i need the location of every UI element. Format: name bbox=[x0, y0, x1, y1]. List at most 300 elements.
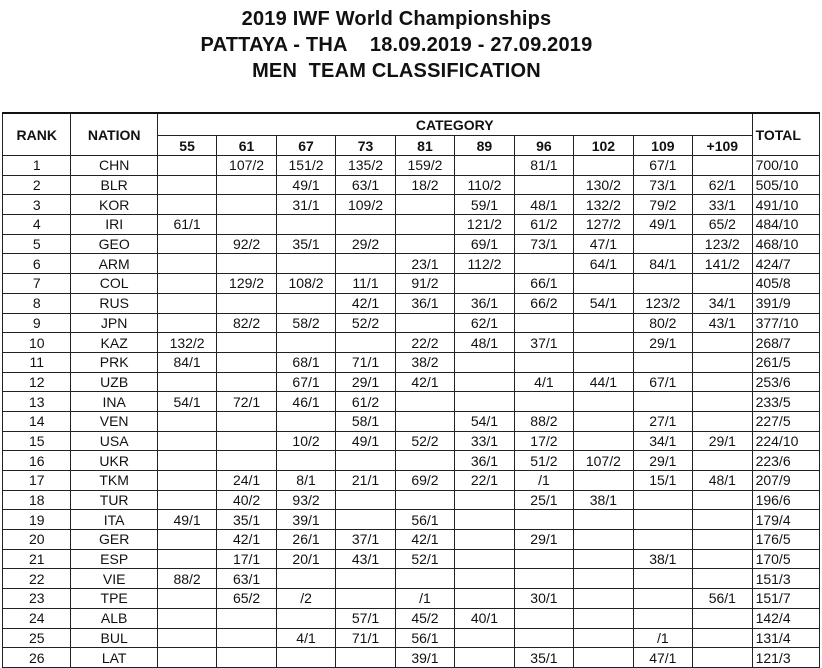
category-result-cell bbox=[157, 628, 216, 648]
category-result-cell bbox=[395, 569, 454, 589]
nation-cell: ARM bbox=[71, 254, 157, 274]
category-result-cell bbox=[157, 313, 216, 333]
category-result-cell bbox=[693, 451, 753, 471]
category-result-cell bbox=[693, 274, 753, 294]
category-result-cell bbox=[514, 392, 573, 412]
category-result-cell bbox=[157, 530, 216, 550]
category-result-cell bbox=[574, 156, 633, 176]
category-result-cell bbox=[693, 549, 753, 569]
total-cell: 253/6 bbox=[752, 372, 819, 392]
nation-cell: KOR bbox=[71, 195, 157, 215]
rank-cell: 20 bbox=[3, 530, 71, 550]
total-cell: 223/6 bbox=[752, 451, 819, 471]
category-result-cell: 35/1 bbox=[276, 234, 335, 254]
nation-cell: TPE bbox=[71, 589, 157, 609]
category-result-cell: 36/1 bbox=[455, 451, 514, 471]
table-row bbox=[3, 648, 820, 668]
category-result-cell bbox=[217, 333, 276, 353]
category-result-cell: 82/2 bbox=[217, 313, 276, 333]
category-result-cell: /1 bbox=[395, 589, 454, 609]
category-result-cell: 67/1 bbox=[633, 156, 692, 176]
category-result-cell bbox=[217, 431, 276, 451]
document-header bbox=[0, 6, 793, 84]
category-result-cell bbox=[455, 530, 514, 550]
nation-cell: JPN bbox=[71, 313, 157, 333]
total-cell: 424/7 bbox=[752, 254, 819, 274]
rank-cell: 18 bbox=[3, 490, 71, 510]
table-row bbox=[3, 293, 820, 313]
rank-cell: 1 bbox=[3, 156, 71, 176]
category-result-cell: 71/1 bbox=[336, 352, 395, 372]
table-row bbox=[3, 471, 820, 491]
total-cell: 142/4 bbox=[752, 608, 819, 628]
total-cell: 268/7 bbox=[752, 333, 819, 353]
category-result-cell: 109/2 bbox=[336, 195, 395, 215]
category-result-cell bbox=[693, 372, 753, 392]
category-result-cell bbox=[157, 274, 216, 294]
total-cell: 484/10 bbox=[752, 215, 819, 235]
category-result-cell bbox=[574, 510, 633, 530]
category-result-cell: 81/1 bbox=[514, 156, 573, 176]
rank-cell: 4 bbox=[3, 215, 71, 235]
category-result-cell bbox=[217, 451, 276, 471]
category-result-cell: 112/2 bbox=[455, 254, 514, 274]
category-result-cell bbox=[693, 608, 753, 628]
category-result-cell bbox=[633, 274, 692, 294]
category-result-cell: /1 bbox=[633, 628, 692, 648]
category-result-cell bbox=[514, 569, 573, 589]
category-result-cell: 38/1 bbox=[574, 490, 633, 510]
category-result-cell: 42/1 bbox=[395, 372, 454, 392]
category-result-cell bbox=[574, 352, 633, 372]
category-result-cell: 29/1 bbox=[693, 431, 753, 451]
category-result-cell bbox=[395, 411, 454, 431]
category-result-cell bbox=[633, 530, 692, 550]
nation-cell: CHN bbox=[71, 156, 157, 176]
category-result-cell bbox=[693, 490, 753, 510]
category-result-cell: 123/2 bbox=[693, 234, 753, 254]
category-result-cell: 38/1 bbox=[633, 549, 692, 569]
category-result-cell: 57/1 bbox=[336, 608, 395, 628]
category-result-cell: /1 bbox=[514, 471, 573, 491]
category-result-cell bbox=[157, 195, 216, 215]
category-result-cell: 26/1 bbox=[276, 530, 335, 550]
category-result-cell bbox=[514, 510, 573, 530]
category-result-cell: 36/1 bbox=[455, 293, 514, 313]
rank-cell: 10 bbox=[3, 333, 71, 353]
category-result-cell bbox=[217, 411, 276, 431]
category-result-cell bbox=[574, 333, 633, 353]
category-result-cell: 47/1 bbox=[633, 648, 692, 668]
category-result-cell: 93/2 bbox=[276, 490, 335, 510]
total-cell: 491/10 bbox=[752, 195, 819, 215]
rank-cell: 21 bbox=[3, 549, 71, 569]
nation-cell: PRK bbox=[71, 352, 157, 372]
nation-cell: TKM bbox=[71, 471, 157, 491]
category-result-cell: 27/1 bbox=[633, 411, 692, 431]
category-result-cell: 121/2 bbox=[455, 215, 514, 235]
category-result-cell: 17/2 bbox=[514, 431, 573, 451]
table-row bbox=[3, 195, 820, 215]
nation-cell: UKR bbox=[71, 451, 157, 471]
category-result-cell: 35/1 bbox=[514, 648, 573, 668]
category-result-cell: 22/2 bbox=[395, 333, 454, 353]
rank-cell: 25 bbox=[3, 628, 71, 648]
category-result-cell: 20/1 bbox=[276, 549, 335, 569]
category-result-cell bbox=[574, 471, 633, 491]
category-col-header: 96 bbox=[514, 136, 573, 156]
category-result-cell: 127/2 bbox=[574, 215, 633, 235]
category-result-cell: 17/1 bbox=[217, 549, 276, 569]
table-row bbox=[3, 313, 820, 333]
rank-cell: 9 bbox=[3, 313, 71, 333]
classification-title: MEN TEAM CLASSIFICATION bbox=[252, 60, 541, 82]
table-row bbox=[3, 431, 820, 451]
rank-cell: 6 bbox=[3, 254, 71, 274]
category-result-cell: 64/1 bbox=[574, 254, 633, 274]
category-result-cell bbox=[633, 510, 692, 530]
category-col-header: 67 bbox=[276, 136, 335, 156]
category-result-cell bbox=[217, 195, 276, 215]
category-result-cell bbox=[157, 471, 216, 491]
category-result-cell bbox=[217, 175, 276, 195]
table-row bbox=[3, 274, 820, 294]
category-result-cell bbox=[514, 313, 573, 333]
category-result-cell bbox=[157, 549, 216, 569]
total-header: TOTAL bbox=[752, 113, 819, 156]
category-result-cell bbox=[455, 372, 514, 392]
category-result-cell: 66/2 bbox=[514, 293, 573, 313]
table-row bbox=[3, 254, 820, 274]
category-result-cell bbox=[336, 451, 395, 471]
category-result-cell bbox=[514, 175, 573, 195]
category-result-cell: 23/1 bbox=[395, 254, 454, 274]
category-result-cell: 49/1 bbox=[157, 510, 216, 530]
category-result-cell bbox=[574, 411, 633, 431]
category-result-cell: 123/2 bbox=[633, 293, 692, 313]
category-result-cell bbox=[455, 156, 514, 176]
category-result-cell bbox=[574, 628, 633, 648]
category-result-cell bbox=[455, 510, 514, 530]
category-result-cell: 63/1 bbox=[217, 569, 276, 589]
category-col-header: 61 bbox=[217, 136, 276, 156]
table-row bbox=[3, 234, 820, 254]
category-result-cell bbox=[455, 274, 514, 294]
category-result-cell: 25/1 bbox=[514, 490, 573, 510]
category-result-cell: 69/2 bbox=[395, 471, 454, 491]
total-cell: 131/4 bbox=[752, 628, 819, 648]
category-result-cell bbox=[633, 234, 692, 254]
category-result-cell bbox=[217, 254, 276, 274]
rank-cell: 22 bbox=[3, 569, 71, 589]
table-row bbox=[3, 333, 820, 353]
event-title: 2019 IWF World Championships bbox=[241, 8, 552, 30]
classification-rows bbox=[3, 156, 820, 668]
category-result-cell: 24/1 bbox=[217, 471, 276, 491]
category-result-cell: 46/1 bbox=[276, 392, 335, 412]
total-cell: 377/10 bbox=[752, 313, 819, 333]
category-result-cell: 62/1 bbox=[693, 175, 753, 195]
category-result-cell: 42/1 bbox=[336, 293, 395, 313]
category-result-cell bbox=[455, 648, 514, 668]
category-result-cell: 40/2 bbox=[217, 490, 276, 510]
table-row bbox=[3, 156, 820, 176]
category-result-cell: 18/2 bbox=[395, 175, 454, 195]
category-result-cell: 63/1 bbox=[336, 175, 395, 195]
category-result-cell bbox=[217, 628, 276, 648]
category-result-cell bbox=[395, 215, 454, 235]
category-result-cell bbox=[574, 431, 633, 451]
category-result-cell bbox=[574, 392, 633, 412]
category-result-cell: 67/1 bbox=[633, 372, 692, 392]
category-result-cell bbox=[455, 352, 514, 372]
category-result-cell bbox=[157, 372, 216, 392]
category-result-cell: 52/2 bbox=[395, 431, 454, 451]
category-result-cell bbox=[336, 510, 395, 530]
total-cell: 207/9 bbox=[752, 471, 819, 491]
category-result-cell: 49/1 bbox=[276, 175, 335, 195]
table-row bbox=[3, 352, 820, 372]
total-cell: 468/10 bbox=[752, 234, 819, 254]
category-result-cell: 4/1 bbox=[276, 628, 335, 648]
nation-cell: BUL bbox=[71, 628, 157, 648]
category-result-cell: 31/1 bbox=[276, 195, 335, 215]
category-result-cell: 141/2 bbox=[693, 254, 753, 274]
nation-cell: TUR bbox=[71, 490, 157, 510]
category-result-cell: 54/1 bbox=[157, 392, 216, 412]
category-result-cell: 65/2 bbox=[693, 215, 753, 235]
classification-table-wrap bbox=[2, 112, 822, 668]
category-result-cell bbox=[574, 530, 633, 550]
category-col-header: 81 bbox=[395, 136, 454, 156]
category-result-cell bbox=[157, 234, 216, 254]
category-result-cell bbox=[276, 608, 335, 628]
rank-cell: 2 bbox=[3, 175, 71, 195]
category-result-cell bbox=[633, 569, 692, 589]
category-result-cell: 54/1 bbox=[574, 293, 633, 313]
category-result-cell: 56/1 bbox=[693, 589, 753, 609]
category-result-cell: 47/1 bbox=[574, 234, 633, 254]
category-result-cell bbox=[693, 628, 753, 648]
category-result-cell bbox=[336, 333, 395, 353]
category-result-cell: 88/2 bbox=[514, 411, 573, 431]
rank-cell: 16 bbox=[3, 451, 71, 471]
category-result-cell bbox=[276, 648, 335, 668]
category-result-cell bbox=[574, 569, 633, 589]
total-cell: 176/5 bbox=[752, 530, 819, 550]
category-result-cell: 56/1 bbox=[395, 510, 454, 530]
event-venue-dates: PATTAYA - THA 18.09.2019 - 27.09.2019 bbox=[200, 34, 593, 56]
category-result-cell: 88/2 bbox=[157, 569, 216, 589]
category-result-cell: 59/1 bbox=[455, 195, 514, 215]
category-result-cell: 107/2 bbox=[217, 156, 276, 176]
category-result-cell bbox=[157, 589, 216, 609]
category-result-cell: 130/2 bbox=[574, 175, 633, 195]
category-result-cell bbox=[157, 431, 216, 451]
category-result-cell: 33/1 bbox=[693, 195, 753, 215]
category-result-cell: 42/1 bbox=[217, 530, 276, 550]
category-result-cell: 72/1 bbox=[217, 392, 276, 412]
nation-cell: USA bbox=[71, 431, 157, 451]
category-result-cell: 52/1 bbox=[395, 549, 454, 569]
table-row bbox=[3, 530, 820, 550]
nation-cell: COL bbox=[71, 274, 157, 294]
category-result-cell bbox=[574, 608, 633, 628]
total-cell: 505/10 bbox=[752, 175, 819, 195]
category-result-cell: 29/1 bbox=[633, 333, 692, 353]
nation-cell: KAZ bbox=[71, 333, 157, 353]
category-result-cell bbox=[574, 274, 633, 294]
category-col-header: 55 bbox=[157, 136, 216, 156]
table-row bbox=[3, 608, 820, 628]
category-result-cell: 61/2 bbox=[514, 215, 573, 235]
category-result-cell bbox=[514, 608, 573, 628]
category-result-cell bbox=[217, 372, 276, 392]
category-result-cell: 159/2 bbox=[395, 156, 454, 176]
category-result-cell bbox=[217, 215, 276, 235]
category-result-cell: 79/2 bbox=[633, 195, 692, 215]
total-cell: 224/10 bbox=[752, 431, 819, 451]
category-result-cell bbox=[336, 215, 395, 235]
category-result-cell: 151/2 bbox=[276, 156, 335, 176]
category-result-cell bbox=[574, 589, 633, 609]
rank-cell: 13 bbox=[3, 392, 71, 412]
category-result-cell bbox=[574, 648, 633, 668]
rank-cell: 12 bbox=[3, 372, 71, 392]
category-result-cell bbox=[574, 549, 633, 569]
category-result-cell: 69/1 bbox=[455, 234, 514, 254]
category-result-cell: 29/2 bbox=[336, 234, 395, 254]
category-result-cell: 35/1 bbox=[217, 510, 276, 530]
table-row bbox=[3, 215, 820, 235]
category-result-cell: 10/2 bbox=[276, 431, 335, 451]
category-result-cell: 61/1 bbox=[157, 215, 216, 235]
total-cell: 179/4 bbox=[752, 510, 819, 530]
nation-cell: GEO bbox=[71, 234, 157, 254]
category-result-cell bbox=[693, 392, 753, 412]
table-row bbox=[3, 392, 820, 412]
total-cell: 121/3 bbox=[752, 648, 819, 668]
category-result-cell: 30/1 bbox=[514, 589, 573, 609]
rank-cell: 15 bbox=[3, 431, 71, 451]
category-result-cell: 129/2 bbox=[217, 274, 276, 294]
category-result-cell bbox=[514, 352, 573, 372]
rank-cell: 5 bbox=[3, 234, 71, 254]
category-result-cell: 15/1 bbox=[633, 471, 692, 491]
category-result-cell bbox=[693, 510, 753, 530]
category-result-cell bbox=[693, 648, 753, 668]
category-result-cell bbox=[157, 175, 216, 195]
category-result-cell: 73/1 bbox=[514, 234, 573, 254]
category-result-cell: 43/1 bbox=[336, 549, 395, 569]
category-col-header: 89 bbox=[455, 136, 514, 156]
category-result-cell: 37/1 bbox=[336, 530, 395, 550]
category-result-cell: 51/2 bbox=[514, 451, 573, 471]
category-result-cell bbox=[336, 490, 395, 510]
category-result-cell bbox=[217, 608, 276, 628]
category-result-cell: 34/1 bbox=[633, 431, 692, 451]
category-result-cell: 108/2 bbox=[276, 274, 335, 294]
total-cell: 170/5 bbox=[752, 549, 819, 569]
category-result-cell bbox=[633, 490, 692, 510]
category-result-cell: 49/1 bbox=[336, 431, 395, 451]
category-result-cell bbox=[633, 608, 692, 628]
rank-cell: 17 bbox=[3, 471, 71, 491]
category-result-cell bbox=[693, 352, 753, 372]
rank-cell: 24 bbox=[3, 608, 71, 628]
category-result-cell bbox=[514, 628, 573, 648]
category-result-cell bbox=[693, 333, 753, 353]
nation-cell: BLR bbox=[71, 175, 157, 195]
category-result-cell: 29/1 bbox=[514, 530, 573, 550]
category-result-cell bbox=[455, 392, 514, 412]
category-result-cell bbox=[693, 530, 753, 550]
rank-cell: 3 bbox=[3, 195, 71, 215]
total-cell: 151/7 bbox=[752, 589, 819, 609]
category-result-cell: 11/1 bbox=[336, 274, 395, 294]
category-result-cell bbox=[276, 333, 335, 353]
category-result-cell bbox=[455, 569, 514, 589]
category-result-cell: 44/1 bbox=[574, 372, 633, 392]
table-row bbox=[3, 569, 820, 589]
category-result-cell bbox=[157, 293, 216, 313]
table-row bbox=[3, 490, 820, 510]
nation-cell: GER bbox=[71, 530, 157, 550]
category-result-cell bbox=[633, 589, 692, 609]
category-result-cell bbox=[276, 451, 335, 471]
rank-cell: 7 bbox=[3, 274, 71, 294]
category-col-header: 73 bbox=[336, 136, 395, 156]
category-result-cell: 45/2 bbox=[395, 608, 454, 628]
table-row bbox=[3, 451, 820, 471]
category-result-cell bbox=[336, 569, 395, 589]
category-result-cell: 22/1 bbox=[455, 471, 514, 491]
total-cell: 700/10 bbox=[752, 156, 819, 176]
category-result-cell: 91/2 bbox=[395, 274, 454, 294]
category-result-cell bbox=[157, 411, 216, 431]
category-result-cell bbox=[633, 392, 692, 412]
nation-cell: ESP bbox=[71, 549, 157, 569]
category-result-cell bbox=[157, 648, 216, 668]
nation-cell: VIE bbox=[71, 569, 157, 589]
category-result-cell bbox=[157, 156, 216, 176]
category-result-cell: 84/1 bbox=[633, 254, 692, 274]
category-result-cell bbox=[693, 156, 753, 176]
category-result-cell bbox=[276, 411, 335, 431]
category-result-cell bbox=[217, 352, 276, 372]
category-result-cell bbox=[455, 628, 514, 648]
category-result-cell: 68/1 bbox=[276, 352, 335, 372]
category-result-cell: 48/1 bbox=[514, 195, 573, 215]
nation-cell: INA bbox=[71, 392, 157, 412]
category-result-cell: 42/1 bbox=[395, 530, 454, 550]
category-result-cell: 38/2 bbox=[395, 352, 454, 372]
category-result-cell bbox=[276, 293, 335, 313]
category-result-cell: 48/1 bbox=[693, 471, 753, 491]
total-cell: 151/3 bbox=[752, 569, 819, 589]
category-result-cell bbox=[395, 195, 454, 215]
category-result-cell bbox=[336, 254, 395, 274]
category-result-cell bbox=[633, 352, 692, 372]
rank-cell: 8 bbox=[3, 293, 71, 313]
category-result-cell: 29/1 bbox=[633, 451, 692, 471]
classification-table bbox=[2, 112, 820, 668]
category-result-cell bbox=[276, 215, 335, 235]
category-result-cell: 48/1 bbox=[455, 333, 514, 353]
category-col-header: 102 bbox=[574, 136, 633, 156]
category-result-cell bbox=[455, 589, 514, 609]
category-result-cell: 54/1 bbox=[455, 411, 514, 431]
